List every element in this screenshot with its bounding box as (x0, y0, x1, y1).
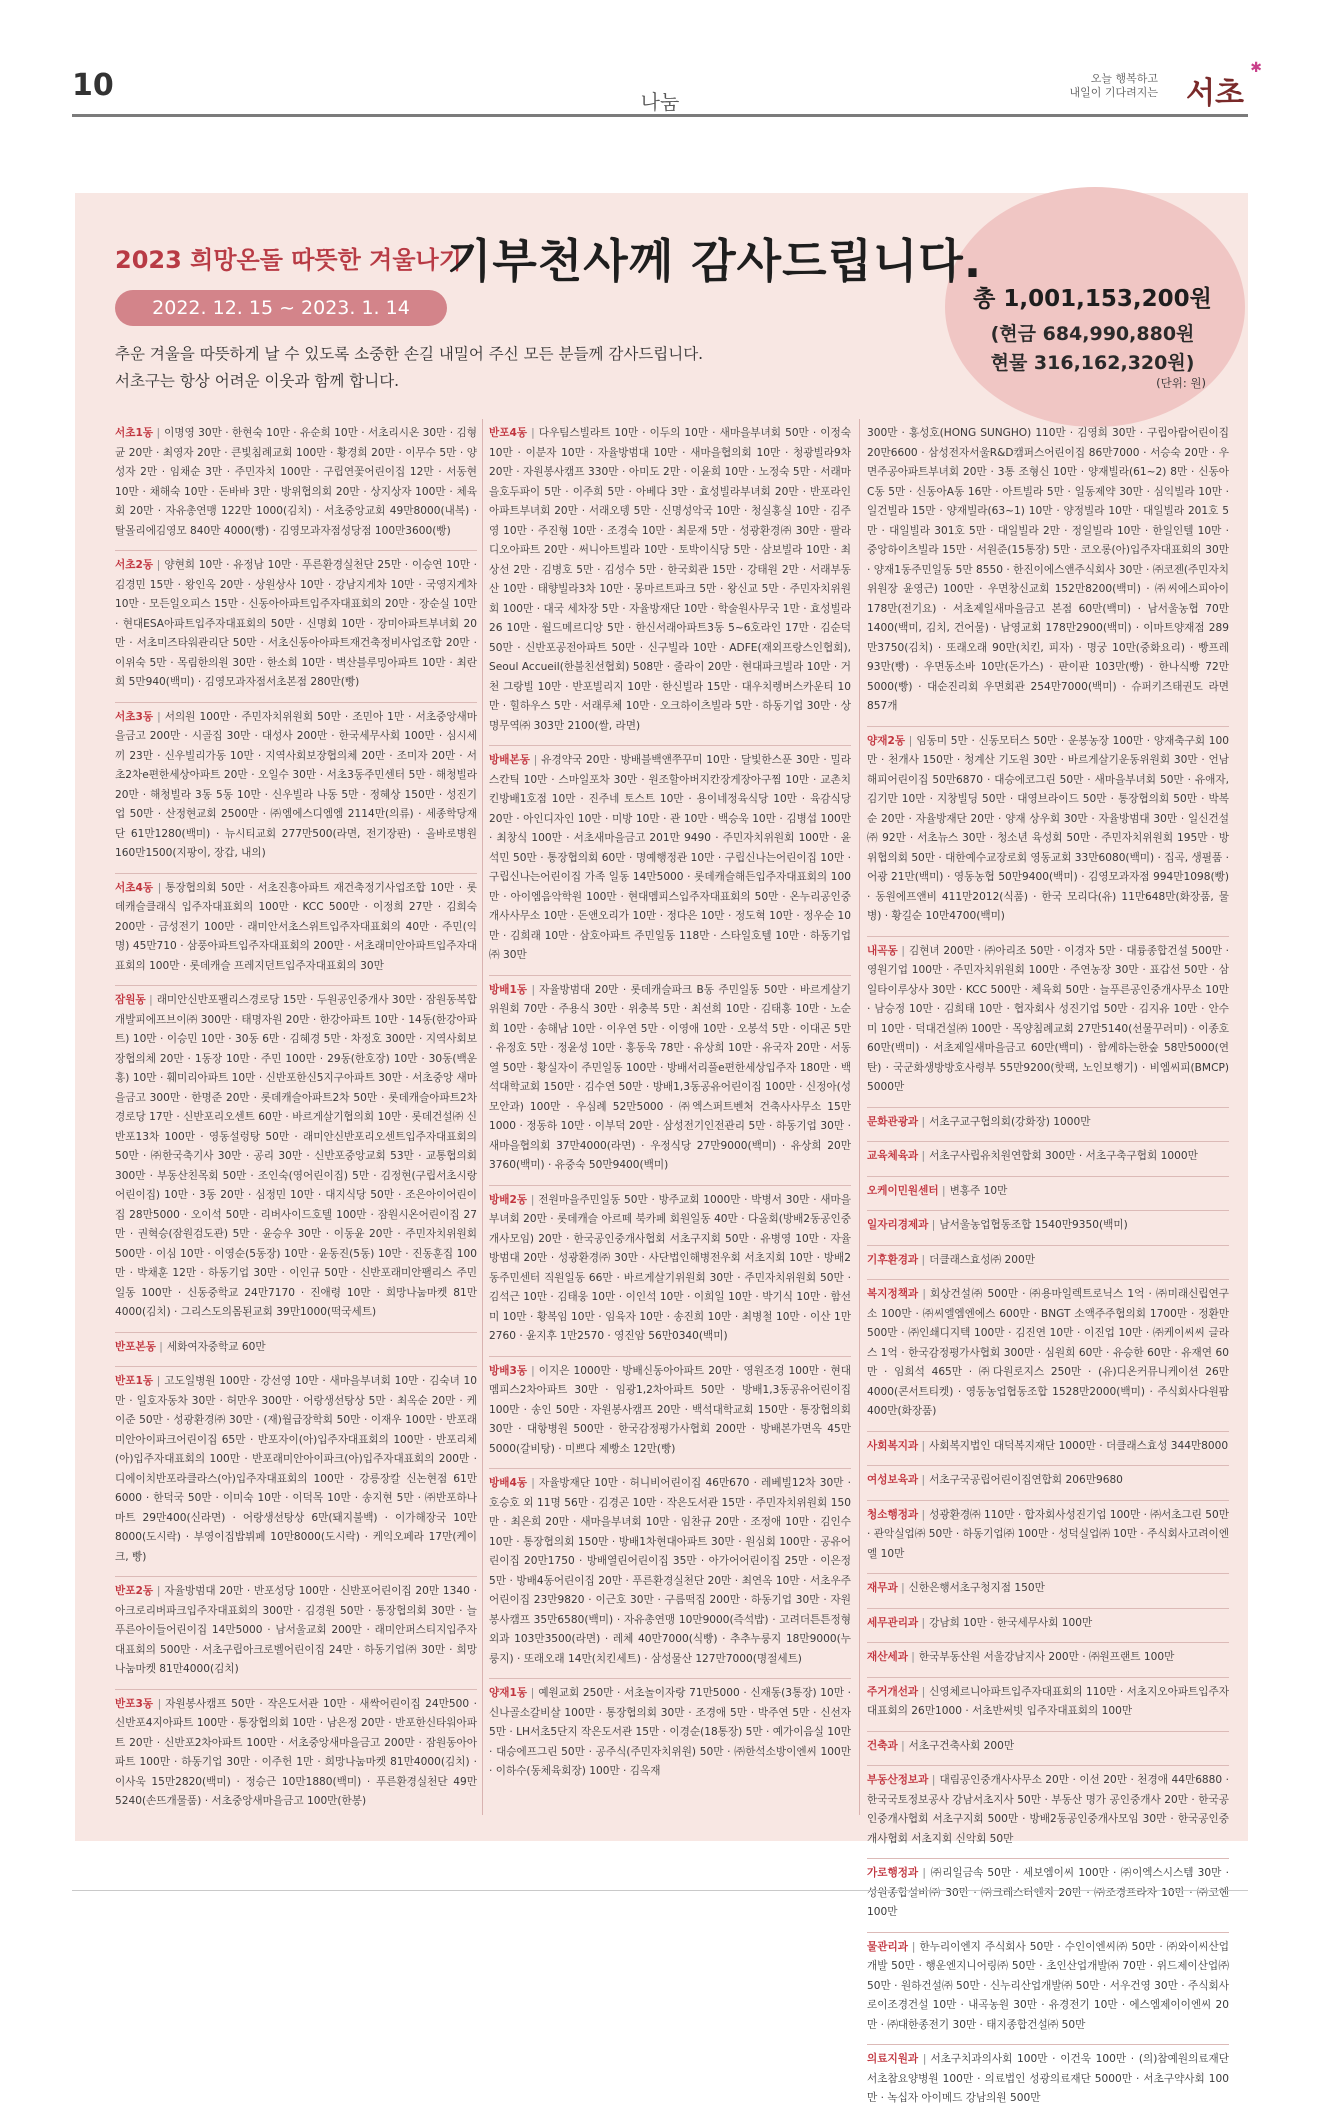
donor-entry (867, 1466, 1229, 1501)
donor-list: 변홍주 10만 (949, 1184, 1008, 1197)
campaign-subtitle: 2023 희망온돌 따뜻한 겨울나기 (115, 246, 462, 274)
district-label: 반포4동 | (489, 427, 535, 439)
district-label: 반포2동 | (115, 1585, 160, 1597)
donor-entry (489, 1186, 851, 1357)
donor-list: 세화여자중학교 60만 (166, 1340, 266, 1353)
page-number: 10 (72, 68, 114, 103)
district-label: 양재2동 | (867, 735, 912, 747)
donor-entry (115, 1577, 477, 1690)
donor-list: 한국부동산원 서울강남지사 200만 · ㈜원프랜트 100만 (918, 1651, 1175, 1663)
donor-list: 예원교회 250만 · 서초놀이자랑 71만5000 · 신재동(3통장) 10만 · 신나골소갈비살 100만 · 통장협의회 30만 · 조경애 5만 · 박주연 5만 · 신선자 5만 · LH서초5단지 작은도서관 15만 · 이경순(18통장) 5만 · 예가이음실 10만 · 대승에프그린 50만 · 공주식(주민자치위원) 50만 · ㈜한석소방이엔씨 100만 · 이하수(동체육회장) 100만 · 김옥재 (489, 1687, 851, 1777)
district-label: 방배3동 | (489, 1365, 535, 1377)
donor-list: 서초구사립유치원연합회 300만 · 서초구축구협회 1000만 (929, 1150, 1198, 1162)
donor-column-3 (867, 419, 1230, 2104)
district-label: 일자리경제과 | (867, 1219, 935, 1231)
donor-list: 통장협의회 50만 · 서초진흥아파트 재건축정기사업조합 10만 · 롯데캐슬클래식 입주자대표회의 100만 · KCC 500만 · 이정희 27만 · 김희숙 200만 · 금성전기 100만 · 래미안서초스위트입주자대표회의 40만 · 주민(익명) 45만710 · 삼풍아파트입주자대표회의 200만 · 서초래미안아파트입주자대표회의 100만 · 롯데캐슬 프레지던트입주자대표회의 30만 (115, 881, 477, 972)
donor-list: 서초구국공립어린이집연합회 206만9680 (929, 1474, 1123, 1486)
donor-entry (489, 1679, 851, 1791)
logo-line1: 오늘 행복하고 (1090, 72, 1158, 85)
donor-entry (867, 1609, 1229, 1644)
footer-rule (72, 1890, 1248, 1891)
donor-entry (867, 1766, 1229, 1859)
donor-entry (867, 1142, 1229, 1177)
logo-name: 서초 (1186, 76, 1244, 111)
donor-entry (867, 2045, 1229, 2118)
donor-list: 서의원 100만 · 주민자치위원회 50만 · 조민아 1만 · 서초중앙새마을금고 200만 · 시골집 30만 · 대성사 200만 · 한국세무사회 100만 · 심시세끼 23만 · 신우빌리가동 10만 · 지역사회보장협의체 20만 · 조미자 20만 · 서초2차e편한세상아파트 20만 · 오일수 30만 · 서초3동주민센터 5만 · 해청빌라 20만 · 해청빌라 3동 5동 10만 · 신우빌라 나동 5만 · 정혜상 150만 · 성진기업 50만 · 산정현교회 2500만 · ㈜엠에스디엠엠 2114만(의류) · 세종학당재단 61만1280(백미) · 뉴시티교회 277만500(라면, 전기장판) · 올바로병원 160만1500(지팡이, 장갑, 내의) (115, 710, 477, 859)
column-divider (482, 419, 483, 1815)
donor-entry (867, 727, 1229, 937)
district-label: 재무과 | (867, 1582, 905, 1594)
total-sum: 총 1,001,153,200원 (973, 286, 1212, 312)
donor-entry (867, 1678, 1229, 1732)
donor-list: 남서울농업협동조합 1540만9350(백미) (939, 1219, 1128, 1231)
section-title: 나눔 (640, 90, 680, 114)
donor-list: 자율방범대 20만 · 반포성당 100만 · 신반포어린이집 20만 1340 · 아크로리버파크입주자대표회의 300만 · 김경원 50만 · 통장협의회 30만 · 늘푸른아이들어린이집 14만5000 · 남서울교회 200만 · 래미안퍼스티지입주자대표회의 500만 · 서초구립아크로벨어린이집 24만 · 하동기업㈜ 30만 · 희망나눔마켓 81만4000(김치) (115, 1585, 477, 1675)
district-label: 교육체육과 | (867, 1150, 925, 1162)
donor-entry (867, 1859, 1229, 1933)
donor-entry (489, 746, 851, 976)
donor-entry (115, 703, 477, 874)
district-label: 사회복지과 | (867, 1440, 925, 1452)
donor-entry (867, 1732, 1229, 1767)
donor-list: ㈜리일금속 50만 · 세보엠이씨 100만 · ㈜이엑스시스템 30만 · 성원종합설비㈜ 30만 · ㈜크레스터엔지 20만 · ㈜조경프라자 10만 · ㈜코헨 100만 (867, 1867, 1229, 1918)
donor-list: 신영체르니아파트입주자대표회의 110만 · 서초지오아파트입주자대표회의 26만1000 · 서초반써빗 입주자대표회의 100만 (867, 1685, 1229, 1717)
donor-list: 김현녀 200만 · ㈜아리조 50만 · 이경자 5만 · 대륭종합건설 500만 · 영원기업 100만 · 주민자치위원회 100만 · 주연농장 30만 · 표갑선 50만 · 삼일타이루상사 30만 · KCC 500만 · 체육회 50만 · 늘푸른공인중개사무소 10만 · 남승정 10만 · 김희태 10만 · 협자회사 성진기업 50만 · 김지유 10만 · 안수미 10만 · 덕대건설㈜ 100만 · 목양침례교회 27만5140(선물꾸러미) · 이종호 60만(백미) · 서초제일새마을금고 60만(백미) · 함께하는한숲 58만5000(연탄) · 국군화생방방호사령부 55만9200(핫팩, 노인보행기) · 비엠씨피(BMCP) 5000만 (867, 944, 1230, 1093)
donor-entry (115, 1690, 477, 1821)
donor-list: 양현희 10만 · 유정남 10만 · 푸른환경실천단 25만 · 이승연 10만 · 김경민 15만 · 왕인옥 20만 · 상원상사 10만 · 강남지게차 10만 · 국영지게차 10만 · 모든일오피스 15만 · 신동아아파트입주자대표회의 20만 · 장순실 10만 · 현대ESA아파트입주자대표회의 50만 · 신명회 10만 · 장미아파트부녀회 20만 · 서초미즈타워관리단 50만 · 서초신동아아파트재건축정비사업조합 20만 · 이위숙 5만 · 목림한의원 30만 · 한소희 10만 · 벽산블루밍아파트 10만 · 최란희 5만940(백미) · 김영모과자점서초본점 280만(빵) (115, 559, 477, 688)
campaign-title: 기부천사께 감사드립니다. (447, 234, 983, 288)
goods-amount: 현물 316,162,320원) (990, 352, 1195, 374)
donor-list: 사회복지법인 대덕복지재단 1000만 · 더클래스효성 344만8000 (929, 1439, 1229, 1452)
donor-entry (115, 1367, 477, 1577)
donor-list: 서초구건축사회 200만 (908, 1739, 1015, 1752)
district-label: 물관리과 | (867, 1941, 915, 1953)
donor-list: 자율방범대 20만 · 롯데캐슬파크 B동 주민일동 50만 · 바르게살기 위원회 70만 · 주용식 30만 · 위충복 5만 · 최선희 10만 · 김태홍 10만 · 노순희 10만 · 송해남 10만 · 이우연 5만 · 이영애 10만 · 오봉석 5만 · 이대곤 5만 · 유정호 5만 · 정윤성 10만 · 홍동욱 78만 · 유상희 10만 · 유국자 20만 · 서동열 50만 · 황실자이 주민일동 100만 · 방배서리풀e편한세상입주자 180만 · 백석대학교회 150만 · 김수연 50만 · 방배1,3동공유어린이집 100만 · 신정아(성모안과) 100만 · 우심례 52만5000 · ㈜엑스퍼트벤처 건축사사무소 15만1000 · 정동하 10만 · 이부덕 20만 · 삼성전기인전관리 5만 · 하동기업 30만 · 새마을협의회 37만4000(라면) · 우정식당 27만9000(백미) · 유상희 20만3760(백미) · 유중숙 50만9400(백미) (489, 983, 851, 1171)
cash-amount: (현금 684,990,880원 (990, 323, 1195, 345)
unit-note: (단위: 원) (1156, 376, 1206, 390)
donor-entry (867, 1933, 1229, 2046)
donor-list: 이지은 1000만 · 방배신동아아파트 20만 · 영원조경 100만 · 현대멤피스2차아파트 30만 · 임광1,2차아파트 50만 · 방배1,3동공유어린이집 100만 · 송인 50만 · 자원봉사캠프 20만 · 백석대학교회 150만 · 통장협의회 30만 · 대항병원 500만 · 한국감정평가사협회 200만 · 방배본가면옥 45만5000(갈비탕) · 미쁘다 제빵소 12만(빵) (489, 1364, 852, 1455)
district-label: 건축과 | (867, 1740, 905, 1752)
district-label: 복지정책과 | (867, 1288, 926, 1300)
donor-list: 서초구치과의사회 100만 · 이건욱 100만 · (의)참예원의료재단 서초참요양병원 100만 · 의료법인 성광의료재단 5000만 · 서초구약사회 100만 · 녹십자 아이메드 강남의원 500만 (867, 2053, 1229, 2104)
donor-list: 유경약국 20만 · 방배블백앤쭈꾸미 10만 · 달빛한스푼 30만 · 밀라스칸틱 10만 · 스마일포차 30만 · 원조할아버지칸장게장아구찜 10만 · 교촌치킨방배1호점 10만 · 진주네 토스트 10만 · 용이네정육식당 10만 · 육감식당 20만 · 아인디자인 10만 · 미방 10만 · 관 10만 · 백승욱 10만 · 김병섭 100만 · 최창식 100만 · 서초새마을금고 201만 9490 · 주민자치위원회 100만 · 윤석민 50만 · 통장협의회 60만 · 명예행정관 10만 · 구립신나는어린이집 10만 · 구립신나는어린이집 가족 일동 14만5000 · 롯데캐슬해든입주자대표회의 100만 · 아이엠음악학원 100만 · 현대멤피스입주자대표회의 50만 · 온누리공인중개사사무소 10만 · 돈앤오리가 10만 · 정다은 10만 · 정도혁 10만 · 정우순 10만 · 김희래 10만 · 삼호아파트 주민일동 118만 · 스타일호텔 10만 · 하동기업㈜ 30만 (489, 754, 851, 961)
donor-entry (115, 874, 477, 987)
district-label: 서초2동 | (115, 559, 160, 571)
district-label: 의료지원과 | (867, 2053, 926, 2065)
seocho-logo (1054, 60, 1262, 111)
district-label: 서초1동 | (115, 427, 160, 439)
district-label: 주거개선과 | (867, 1686, 925, 1698)
donor-entry (867, 1574, 1229, 1609)
page-header (0, 0, 1320, 118)
header-rule (72, 114, 1248, 117)
donor-list: 전원마을주민일동 50만 · 방주교회 1000만 · 박병서 30만 · 새마을부녀회 20만 · 롯데캐슬 아르떼 북카페 회원일동 40만 · 다올회(방배2동공인중개사모임) 20만 · 한국공인중개사협회 서초구지회 50만 · 유병영 10만 · 자율방범대 20만 · 성광환경㈜ 30만 · 사단법인해병전우회 서초지회 10만 · 방배2동주민센터 직원일동 66만 · 바르게살기위원회 30만 · 주민자치위원회 50만 · 김석근 10만 · 김태웅 10만 · 이인석 10만 · 이희일 10만 · 박기식 10만 · 함선미 10만 · 황복임 10만 · 임육자 10만 · 송진희 10만 · 최병철 10만 · 이산 1만2760 · 윤지후 1만2570 · 영진암 56만0340(백미) (489, 1193, 851, 1342)
donor-list: 자원봉사캠프 50만 · 작은도서관 10만 · 새싹어린이집 24만500 · 신반포4지아파트 100만 · 통장협의회 10만 · 남은정 20만 · 반포한신타워아파트 20만 · 신반포2차아파트 100만 · 서초중앙새마을금고 200만 · 잠원동아아파트 100만 · 하동기업 30만 · 이주헌 1만 · 희망나눔마켓 81만4000(김치) · 이사욱 15만2820(백미) · 정승근 10만1880(백미) · 푸른환경실천단 49만5240(손뜨개물품) · 서초중앙새마을금고 100만(한봉) (115, 1697, 478, 1807)
star-icon: ✱ (1250, 60, 1262, 76)
donor-entry (867, 1246, 1229, 1281)
donor-list: 성광환경㈜ 110만 · 합자회사성진기업 100만 · ㈜서초그린 50만 · 관악실업㈜ 50만 · 하동기업㈜ 100만 · 성덕실업㈜ 10만 · 주식회사고려이엔엘 10만 (867, 1508, 1230, 1560)
donor-list: 대림공인중개사사무소 20만 · 이선 20만 · 천경애 44만6880 · 한국국토정보공사 강남서초지사 50만 · 부동산 명가 공인중개사 20만 · 한국공인중개사협회 서초구지회 500만 · 방배2동공인중개사모임 30만 · 한국공인중개사협회 서초지회 신악회 50만 (867, 1774, 1230, 1845)
donor-entry (867, 1643, 1229, 1678)
donor-column-2 (489, 419, 851, 1829)
district-label: 세무관리과 | (867, 1617, 925, 1629)
intro-line-1: 추운 겨울을 따뜻하게 날 수 있도록 소중한 손길 내밀어 주신 모든 분들께 감사드립니다. (115, 345, 704, 363)
donor-entry (115, 551, 477, 703)
donor-panel (75, 193, 1248, 2104)
district-label: 방배1동 | (489, 984, 535, 996)
donor-list: 자율방재단 10만 · 허니비어린이집 46만670 · 레베빌12차 30만 · 호승호 외 11명 56만 · 김경곤 10만 · 작은도서관 15만 · 주민자치위원회 150만 · 최은희 20만 · 새마을부녀회 10만 · 임찬규 20만 · 조정애 10만 · 김인수 10만 · 통장협의회 150만 · 방배1차현대아파트 30만 · 원심회 100만 · 공유어린이집 20만1750 · 방배열린어린이집 35만 · 아가어어린이집 25만 · 이은정 5만 · 방배4동어린이집 20만 · 푸른환경실천단 20만 · 최연옥 10만 · 서초우주어린이집 23만9820 · 이근호 30만 · 구름떡집 200만 · 하동기업 30만 · 자원봉사캠프 35만6580(백미) · 자유총연맹 10만9000(즉석밥) · 고려더튼튼정형외과 103만3500(라면) · 레체 40만7000(식빵) · 추추누룽지 18만9000(누룽지) · 또래오래 14만(치킨세트) · 삼성물산 127만7000(명절세트) (489, 1477, 852, 1665)
district-label: 반포1동 | (115, 1375, 160, 1387)
district-label: 오케이민원센터 | (867, 1185, 946, 1197)
donor-list: 서초구교구협의회(강화장) 1000만 (929, 1115, 1091, 1128)
donor-entry (867, 1211, 1229, 1246)
donor-entry (867, 937, 1229, 1108)
donor-entry (115, 986, 477, 1333)
district-label: 서초3동 | (115, 711, 161, 723)
district-label: 방배4동 | (489, 1477, 535, 1489)
donor-entry (489, 1469, 851, 1679)
donor-entry (867, 1108, 1229, 1143)
total-amount (970, 280, 1215, 375)
district-label: 양재1동 | (489, 1687, 534, 1699)
donor-entry (115, 419, 477, 551)
donor-list: 이명영 30만 · 한현숙 10만 · 유순희 10만 · 서초리시온 30만 · 김형균 20만 · 최영자 20만 · 큰빛침례교회 100만 · 황경희 20만 · 이무수 5만 · 양성자 2만 · 임채순 3만 · 주민자치 100만 · 구립연꽃어린이집 12만 · 서동현 10만 · 채해숙 10만 · 돈바바 3만 · 방위협의회 20만 · 상지상자 100만 · 체육회 20만 · 자유총연맹 122만 1000(김치) · 서초중앙교회 49만8000(내복) · 탈몰리에김영모 840만 4000(빵) · 김영모과자점성당점 100만3600(빵) (115, 427, 477, 537)
district-label: 문화관광과 | (867, 1116, 925, 1128)
donor-entry (867, 1280, 1229, 1432)
donor-list: 회상건설㈜ 500만 · ㈜용마일렉트로닉스 1억 · ㈜미래신립연구소 100만 · ㈜씨엘엠엔에스 600만 · BNGT 소액주주협의회 1700만 · 정환만 500만 · ㈜인쇄디지텍 100만 · 김진연 10만 · 이진업 10만 · ㈜케이씨씨 글라스 1억 · 한국감정평가사협회 300만 · 심원희 60만 · 유승한 60만 · 유재연 60만 · 임희석 465만 · ㈜다원로지스 250만 · (유)디온커뮤니케이션 26만4000(콘서트티켓) · 영동농업협동조합 1528만2000(백미) · 주식회사다원팜 400만(화장품) (867, 1288, 1229, 1417)
donor-list: 임동미 5만 · 신동모터스 50만 · 운봉농장 100만 · 양재축구회 100만 · 천개사 150만 · 청계산 기도원 30만 · 바르게살기운동위원회 30만 · 언남해피어린이집 50만6870 · 대승에코그린 50만 · 새마을부녀회 50만 · 유애자, 김기만 10만 · 지창빌딩 50만 · 대영브라이드 50만 · 통장협의회 50만 · 박복순 20만 · 자율방재단 20만 · 양재 상우회 30만 · 자율방범대 30만 · 일신건설㈜ 92만 · 서초뉴스 30만 · 청소년 육성회 50만 · 주민자치위원회 195만 · 방위협의회 50만 · 대한예수교장로회 영동교회 33만6080(백미) · 집곡, 생필품 · 어광 21만(백미) · 영동농협 50만9400(백미) · 김영모과자점 994만1098(빵) · 동원에프앤비 411만2012(식품) · 한국 모리다(유) 11만648만(화장품, 물병) · 황길순 10만4700(백미) (867, 734, 1230, 922)
donor-list: 래미안신반포팰리스경로당 15만 · 두원공인중개사 30만 · 잠원동복합개발피에프브이㈜ 300만 · 태명자원 20만 · 한강아파트 10만 · 14동(한강아파트) 10만 · 이승민 10만 · 30동 6만 · 김혜경 5만 · 차정호 300만 · 지역사회보장협의체 20만 · 1동장 10만 · 주민 100만 · 29동(한호장) 10만 · 30동(백운홍) 10만 · 훼미리아파트 10만 · 신반포한신5지구아파트 30만 · 서초중앙 새마을금고 300만 · 한명준 20만 · 롯데캐슬아파트2차 50만 · 롯데캐슬아파트2차 경로당 17만 · 신반포리오센트 60만 · 바르게살기협의회 10만 · 롯데건설㈜ 신반포13차 100만 · 영동설렁탕 50만 · 래미안신반포리오센트입주자대표회의 50만 · ㈜한국축기사 30만 · 공리 30만 · 신반포중앙교회 53만 · 교통협의회 300만 · 부동산친목회 50만 · 조인숙(영어린이집) 5만 · 김정현(구립서초시랑어린이집) 10만 · 3동 20만 · 심정민 10만 · 대지식당 50만 · 조은아이어린이집 28만5000 · 오이석 50만 · 리버사이드호텔 100만 · 잠원시온어린이집 27만 · 권혁승(잠원검도관) 5만 · 윤승우 30만 · 이동윤 20만 · 주민자치위원회 500만 · 이심 10만 · 이영순(5동장) 10만 · 윤동진(5동) 10만 · 진동훈집 100만 · 박채훈 12만 · 하동기업 30만 · 이인규 50만 · 신반포래미안팰리스 주민 일동 100만 · 신동중학교 24만7170 · 진애령 10만 · 희망나눔마켓 81만4000(김치) · 그리스도의몸된교회 39만1000(떡국세트) (115, 994, 477, 1318)
donor-list: 다우팀스빌라트 10만 · 이두의 10만 · 새마을부녀회 50만 · 이정숙 10만 · 이분자 10만 · 자율방범대 10만 · 새마을협의회 10만 · 청광빌라9차 20만 · 자원봉사캠프 330만 · 아미도 2만 · 이윤희 10만 · 노정숙 5만 · 서래마을호두파이 5만 · 이주희 5만 · 아베다 3만 · 효성빌라부녀회 20만 · 반포라인아파트부녀회 20만 · 서래오뎅 5만 · 신명성악국 10만 · 청실홍실 10만 · 김주영 10만 · 주진형 10만 · 조경숙 10만 · 최문재 5만 · 성광환경㈜ 30만 · 팔라디오아파트 20만 · 써니아트빌라 10만 · 토박이식당 5만 · 삼보빌라 10만 · 최상선 2만 · 김병호 5만 · 김성수 5만 · 한국회관 15만 · 강태원 2만 · 서래부동산 10만 · 태향빌라3차 10만 · 몽마르트파크 5만 · 왕신교 5만 · 주민자치위원회 100만 · 대국 세차장 5만 · 자율방재단 10만 · 학술원사무국 1만 · 효성빌라26 10만 · 월드메르디앙 5만 · 한신서래아파트3동 5~6호라인 17만 · 김순덕 50만 · 신반포공전아파트 50만 · 신구빌라 10만 · ADFE(재외프랑스인협회), Seoul Accueil(한불친선협회) 508만 · 줄라이 20만 · 현대파크빌라 10만 · 거천 그랑빌 10만 · 반포빌리지 10만 · 한신빌라 15만 · 대우치렝버스카운티 10만 · 힐하우스 5만 · 서래루체 10만 · 오크하이츠빌라 5만 · 하동기업 30만 · 상명무역㈜ 303만 2100(쌀, 라면) (489, 427, 851, 732)
column-divider (859, 419, 860, 1815)
donor-list: 한누리이엔지 주식회사 50만 · 수인이엔씨㈜ 50만 · ㈜와이씨산업개발 50만 · 행운엔지니어링㈜ 50만 · 초인산업개발㈜ 70만 · 위드제이산업㈜ 50만 · 원하건설㈜ 50만 · 신누리산업개발㈜ 50만 · 서우건영 30만 · 주식회사 로이조경건설 10만 · 내곡농원 30만 · 유경전기 10만 · 에스엠제이이엔씨 20만 · ㈜대한종전기 30만 · 태지종합건설㈜ 50만 (867, 1940, 1229, 2031)
donor-entry (115, 1333, 477, 1368)
district-label: 기후환경과 | (867, 1254, 925, 1266)
donor-list: 강남희 10만 · 한국세무사회 100만 (929, 1616, 1093, 1629)
district-label: 방배본동 | (489, 754, 537, 766)
district-label: 반포본동 | (115, 1341, 163, 1353)
district-label: 재산세과 | (867, 1651, 915, 1663)
district-label: 서초4동 | (115, 882, 161, 894)
donor-entry (867, 1177, 1229, 1212)
donor-list: 300만 · 홍성호(HONG SUNGHO) 110만 · 김영희 30만 · 구립아람어린이집 20만6600 · 삼성전자서울R&D캠퍼스어린이집 86만7000 · 서승숙 20만 · 우면주공아파트부녀회 20만 · 3통 조형신 10만 · 양재빌라(61~2) 8만 · 신동아C동 5만 · 신동아A동 16만 · 아트빌라 5만 · 일동제약 30만 · 심익빌라 10만 · 일건빌라 15만 · 양재빌라(63~1) 10만 · 양정빌라 10만 · 대일빌라 201호 5만 · 대일빌라 301호 5만 · 대일빌라 2만 · 정일빌라 10만 · 한일인텔 10만 · 중앙하이츠빌라 15만 · 서원준(15통장) 5만 · 코오롱(아)입주자대표회의 30만 · 양재1동주민일동 5만 8550 · 한진이에스앤주식회사 30만 · ㈜코젠(주민자치위원장 윤영근) 100만 · 우면창신교회 152만8200(백미) · ㈜씨에스피아이 178만(전기요) · 서초제일새마을금고 본점 60만(백미) · 남서울농협 70만1400(백미, 김치, 건어물) · 남영교회 178만2900(백미) · 이마트양재점 289만3750(김치) · 또래오래 90만(치킨, 피자) · 명궁 10만(중화요리) · 빵프레 93만(빵) · 우면동소바 10만(돈가스) · 판이판 103만(빵) · 한나식빵 72만5000(빵) · 대순진리회 우면회관 254만7000(백미) · 슈퍼키즈태권도 라면 857개 (867, 427, 1229, 712)
district-label: 가로행정과 | (867, 1867, 926, 1879)
logo-line2: 내일이 기다려지는 (1069, 86, 1158, 99)
intro-line-2: 서초구는 항상 어려운 이웃과 함께 합니다. (115, 372, 400, 390)
donor-list: 신한은행서초구청지점 150만 (908, 1582, 1045, 1594)
donor-entry (489, 1357, 851, 1470)
donor-list: 고도일병원 100만 · 강선영 10만 · 새마을부녀회 10만 · 김숙녀 10만 · 일호자동차 30만 · 허만우 300만 · 어랑생선탕상 5만 · 최옥순 20만 · 케이준 50만 · 성광환경㈜ 30만 · (재)월급장학회 50만 · 이재우 100만 · 반포래미안아이파크어린이집 65만 · 반포자이(아)입주자대표회의 100만 · 반포리체(아)입주자대표회의 100만 · 반포래미안아이파크(아)입주자대표회의 200만 · 디에이치반포라클라스(아)입주자대표회의 100만 · 강릉장칼 신논현점 61만6000 · 한덕국 50만 · 이미숙 10만 · 이덕목 10만 · 송지현 5만 · ㈜반포하나마트 29만400(신라면) · 어랑생선탕상 6만(돼지불백) · 이가해장국 10만8000(도시락) · 부영이집밥뷔페 10만8000(도시락) · 케익오페라 17만(케이크, 빵) (115, 1375, 478, 1563)
donor-entry (867, 419, 1229, 727)
donor-list: 더클래스효성㈜ 200만 (929, 1253, 1035, 1266)
district-label: 반포3동 | (115, 1698, 161, 1710)
district-label: 여성보육과 | (867, 1474, 925, 1486)
donor-entry (489, 419, 851, 746)
donor-column-1 (115, 419, 477, 1829)
district-label: 내곡동 | (867, 945, 905, 957)
donor-entry (867, 1501, 1229, 1575)
donor-entry (489, 976, 851, 1186)
district-label: 부동산정보과 | (867, 1774, 935, 1786)
district-label: 청소행정과 | (867, 1509, 925, 1521)
intro-text (115, 341, 703, 395)
district-label: 방배2동 | (489, 1194, 534, 1206)
donor-entry (867, 1432, 1229, 1467)
campaign-period: 2022. 12. 15 ~ 2023. 1. 14 (115, 290, 447, 326)
district-label: 잠원동 | (115, 994, 153, 1006)
